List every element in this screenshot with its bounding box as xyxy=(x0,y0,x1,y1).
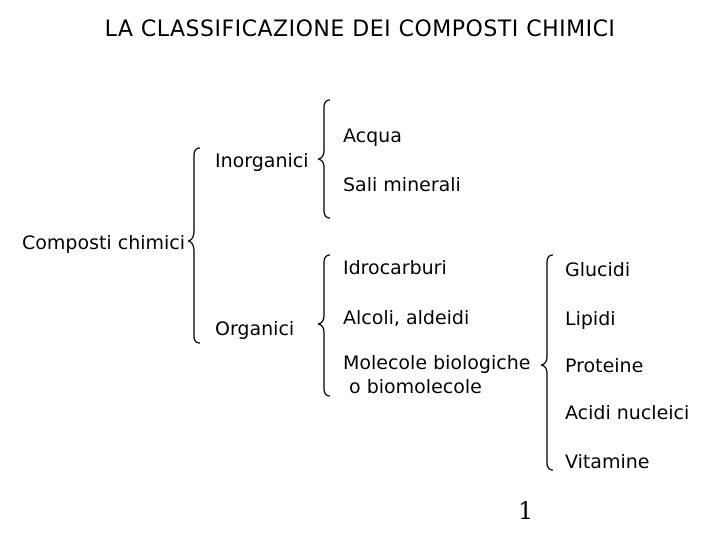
item-vitamine: Vitamine xyxy=(565,451,650,473)
page-number: 1 xyxy=(518,497,534,525)
item-proteine: Proteine xyxy=(565,355,644,377)
item-molecole-biologiche: Molecole biologiche xyxy=(343,352,531,374)
item-glucidi: Glucidi xyxy=(565,259,631,281)
item-acidi-nucleici: Acidi nucleici xyxy=(565,402,690,424)
item-sali-minerali: Sali minerali xyxy=(343,174,461,196)
item-lipidi: Lipidi xyxy=(565,308,616,330)
item-acqua: Acqua xyxy=(343,125,402,147)
inorganici-brace xyxy=(318,100,330,218)
biomolecule-brace xyxy=(541,255,553,470)
branch-label-organici: Organici xyxy=(215,318,295,340)
item-biomolecole: o biomolecole xyxy=(343,376,482,398)
branch-label-inorganici: Inorganici xyxy=(215,150,309,172)
organici-brace xyxy=(318,255,330,396)
item-idrocarburi: Idrocarburi xyxy=(343,257,447,279)
page-title: LA CLASSIFICAZIONE DEI COMPOSTI CHIMICI xyxy=(104,17,616,42)
root-brace xyxy=(188,148,200,343)
item-alcoli-aldeidi: Alcoli, aldeidi xyxy=(343,307,470,329)
root-label: Composti chimici xyxy=(22,232,186,254)
